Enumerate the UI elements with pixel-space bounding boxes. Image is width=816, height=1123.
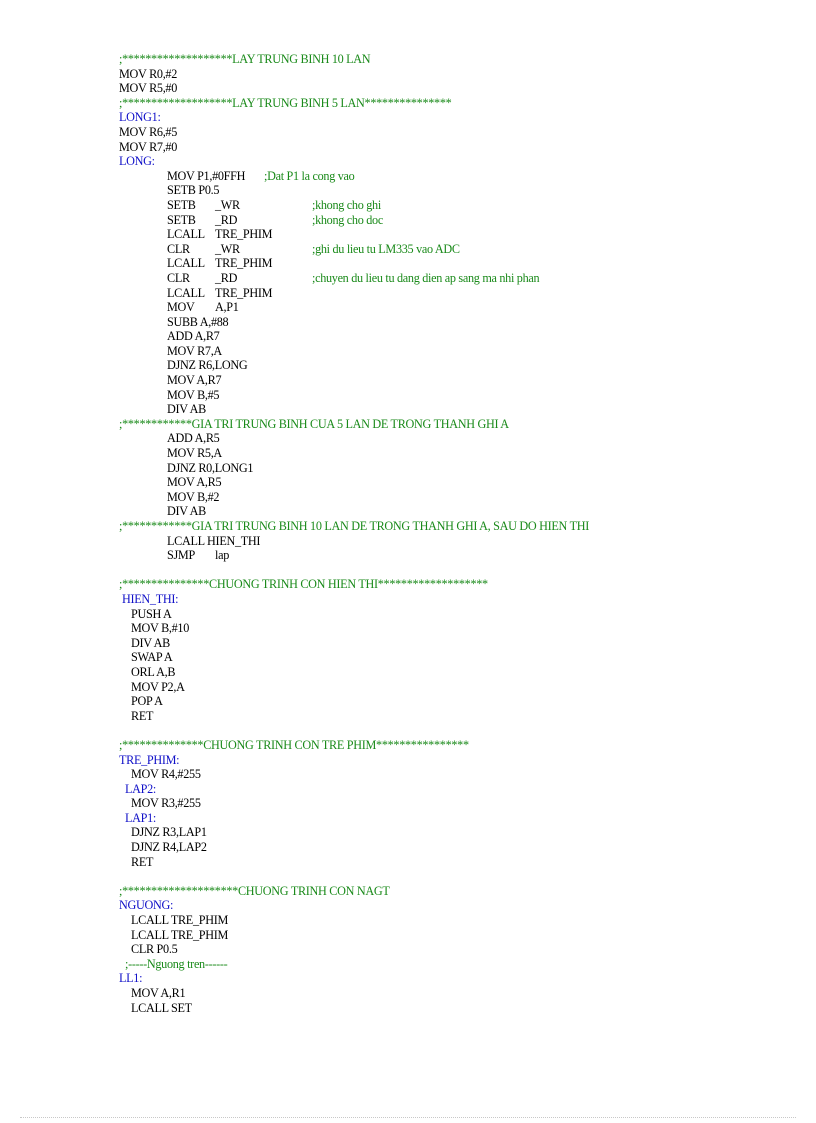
blank-line xyxy=(119,869,799,884)
code-line xyxy=(119,548,799,563)
code-line xyxy=(119,256,799,271)
code-line: DJNZ R3,LAP1 xyxy=(131,825,207,840)
code-line xyxy=(119,227,799,242)
code-line: MOV R3,#255 xyxy=(131,796,201,811)
instruction-mnemonic: MOV P1,#0FFH xyxy=(167,168,246,183)
code-label: LAP2: xyxy=(125,781,157,796)
code-label: LONG: xyxy=(119,154,155,169)
inline-comment: ;khong cho ghi xyxy=(312,197,381,212)
comment-line: ;************GIA TRI TRUNG BINH CUA 5 LAN DE TRONG THANH GHI A xyxy=(119,416,509,431)
blank-line xyxy=(119,563,799,578)
code-line: CLR P0.5 xyxy=(131,942,178,957)
code-label: HIEN_THI: xyxy=(122,591,179,606)
code-line: MOV R5,#0 xyxy=(119,81,178,96)
instruction-operand: _RD xyxy=(215,212,238,227)
code-line: MOV R7,#0 xyxy=(119,139,178,154)
code-line: SWAP A xyxy=(131,650,173,665)
code-line: PUSH A xyxy=(131,606,172,621)
comment-line: ;*******************LAY TRUNG BINH 5 LAN*************** xyxy=(119,95,452,110)
instruction-mnemonic: CLR xyxy=(167,270,190,285)
code-line: POP A xyxy=(131,694,163,709)
instruction-mnemonic: LCALL xyxy=(167,256,205,271)
instruction-mnemonic: LCALL xyxy=(167,227,205,242)
instruction-operand: _WR xyxy=(215,241,240,256)
code-line xyxy=(119,242,799,257)
code-label: LAP1: xyxy=(125,810,157,825)
code-line xyxy=(119,198,799,213)
code-line: MOV R0,#2 xyxy=(119,66,178,81)
instruction-mnemonic: SJMP xyxy=(167,548,195,563)
code-line xyxy=(119,213,799,228)
code-line xyxy=(119,300,799,315)
code-line: LCALL SET xyxy=(131,1000,192,1015)
code-label: LONG1: xyxy=(119,110,161,125)
code-line: MOV R5,A xyxy=(167,446,222,461)
comment-line: ;**************CHUONG TRINH CON TRE PHIM**************** xyxy=(119,737,469,752)
blank-line xyxy=(119,723,799,738)
code-line: LCALL HIEN_THI xyxy=(167,533,261,548)
instruction-mnemonic: MOV xyxy=(167,300,195,315)
code-line: SUBB A,#88 xyxy=(167,314,229,329)
comment-line: ;***************CHUONG TRINH CON HIEN THI******************* xyxy=(119,577,488,592)
code-line: DJNZ R6,LONG xyxy=(167,358,248,373)
code-line: DIV AB xyxy=(131,635,170,650)
code-line: ORL A,B xyxy=(131,664,176,679)
comment-line: ;*******************LAY TRUNG BINH 10 LAN xyxy=(119,52,371,66)
code-line: SETB P0.5 xyxy=(167,183,220,198)
code-label: LL1: xyxy=(119,971,143,986)
comment-line: ;********************CHUONG TRINH CON NAGT xyxy=(119,883,390,898)
code-line xyxy=(119,286,799,301)
code-line: MOV A,R1 xyxy=(131,986,186,1000)
code-line: MOV R4,#255 xyxy=(131,767,201,782)
code-line: MOV P2,A xyxy=(131,679,185,694)
code-line xyxy=(119,169,799,184)
instruction-mnemonic: LCALL xyxy=(167,285,205,300)
instruction-operand: TRE_PHIM xyxy=(215,285,273,300)
code-line: DJNZ R0,LONG1 xyxy=(167,460,254,475)
instruction-mnemonic: SETB xyxy=(167,212,196,227)
code-label: NGUONG: xyxy=(119,898,174,913)
code-line xyxy=(119,271,799,286)
code-line: MOV R7,A xyxy=(167,343,222,358)
inline-comment: ;Dat P1 la cong vao xyxy=(264,168,355,183)
inline-comment: ;chuyen du lieu tu dang dien ap sang ma nhi phan xyxy=(312,270,540,285)
code-line: MOV A,R7 xyxy=(167,373,222,388)
code-line: LCALL TRE_PHIM xyxy=(131,927,229,942)
inline-comment: ;khong cho doc xyxy=(312,212,383,227)
code-line: RET xyxy=(131,854,154,869)
instruction-operand: A,P1 xyxy=(215,300,239,315)
code-line: MOV R6,#5 xyxy=(119,124,178,139)
code-line: DJNZ R4,LAP2 xyxy=(131,840,207,855)
comment-line: ;-----Nguong tren------ xyxy=(125,956,228,971)
code-line: MOV A,R5 xyxy=(167,475,222,490)
instruction-mnemonic: SETB xyxy=(167,197,196,212)
code-label: TRE_PHIM: xyxy=(119,752,180,767)
instruction-operand: TRE_PHIM xyxy=(215,256,273,271)
code-listing xyxy=(119,52,799,1015)
comment-line: ;************GIA TRI TRUNG BINH 10 LAN DE TRONG THANH GHI A, SAU DO HIEN THI xyxy=(119,519,589,533)
code-line: DIV AB xyxy=(167,504,206,519)
instruction-mnemonic: CLR xyxy=(167,241,190,256)
instruction-operand: _WR xyxy=(215,197,240,212)
code-line: MOV B,#2 xyxy=(167,489,220,504)
inline-comment: ;ghi du lieu tu LM335 vao ADC xyxy=(312,241,460,256)
code-line: MOV B,#5 xyxy=(167,387,220,402)
code-line: ADD A,R5 xyxy=(167,431,220,446)
code-line: ADD A,R7 xyxy=(167,329,220,344)
instruction-operand: _RD xyxy=(215,270,238,285)
code-line: DIV AB xyxy=(167,402,206,417)
instruction-operand: TRE_PHIM xyxy=(215,227,273,242)
code-line: MOV B,#10 xyxy=(131,621,190,636)
page-bottom-rule xyxy=(20,1117,796,1118)
instruction-operand: lap xyxy=(215,548,229,563)
code-line: RET xyxy=(131,708,154,723)
code-line: LCALL TRE_PHIM xyxy=(131,913,229,928)
